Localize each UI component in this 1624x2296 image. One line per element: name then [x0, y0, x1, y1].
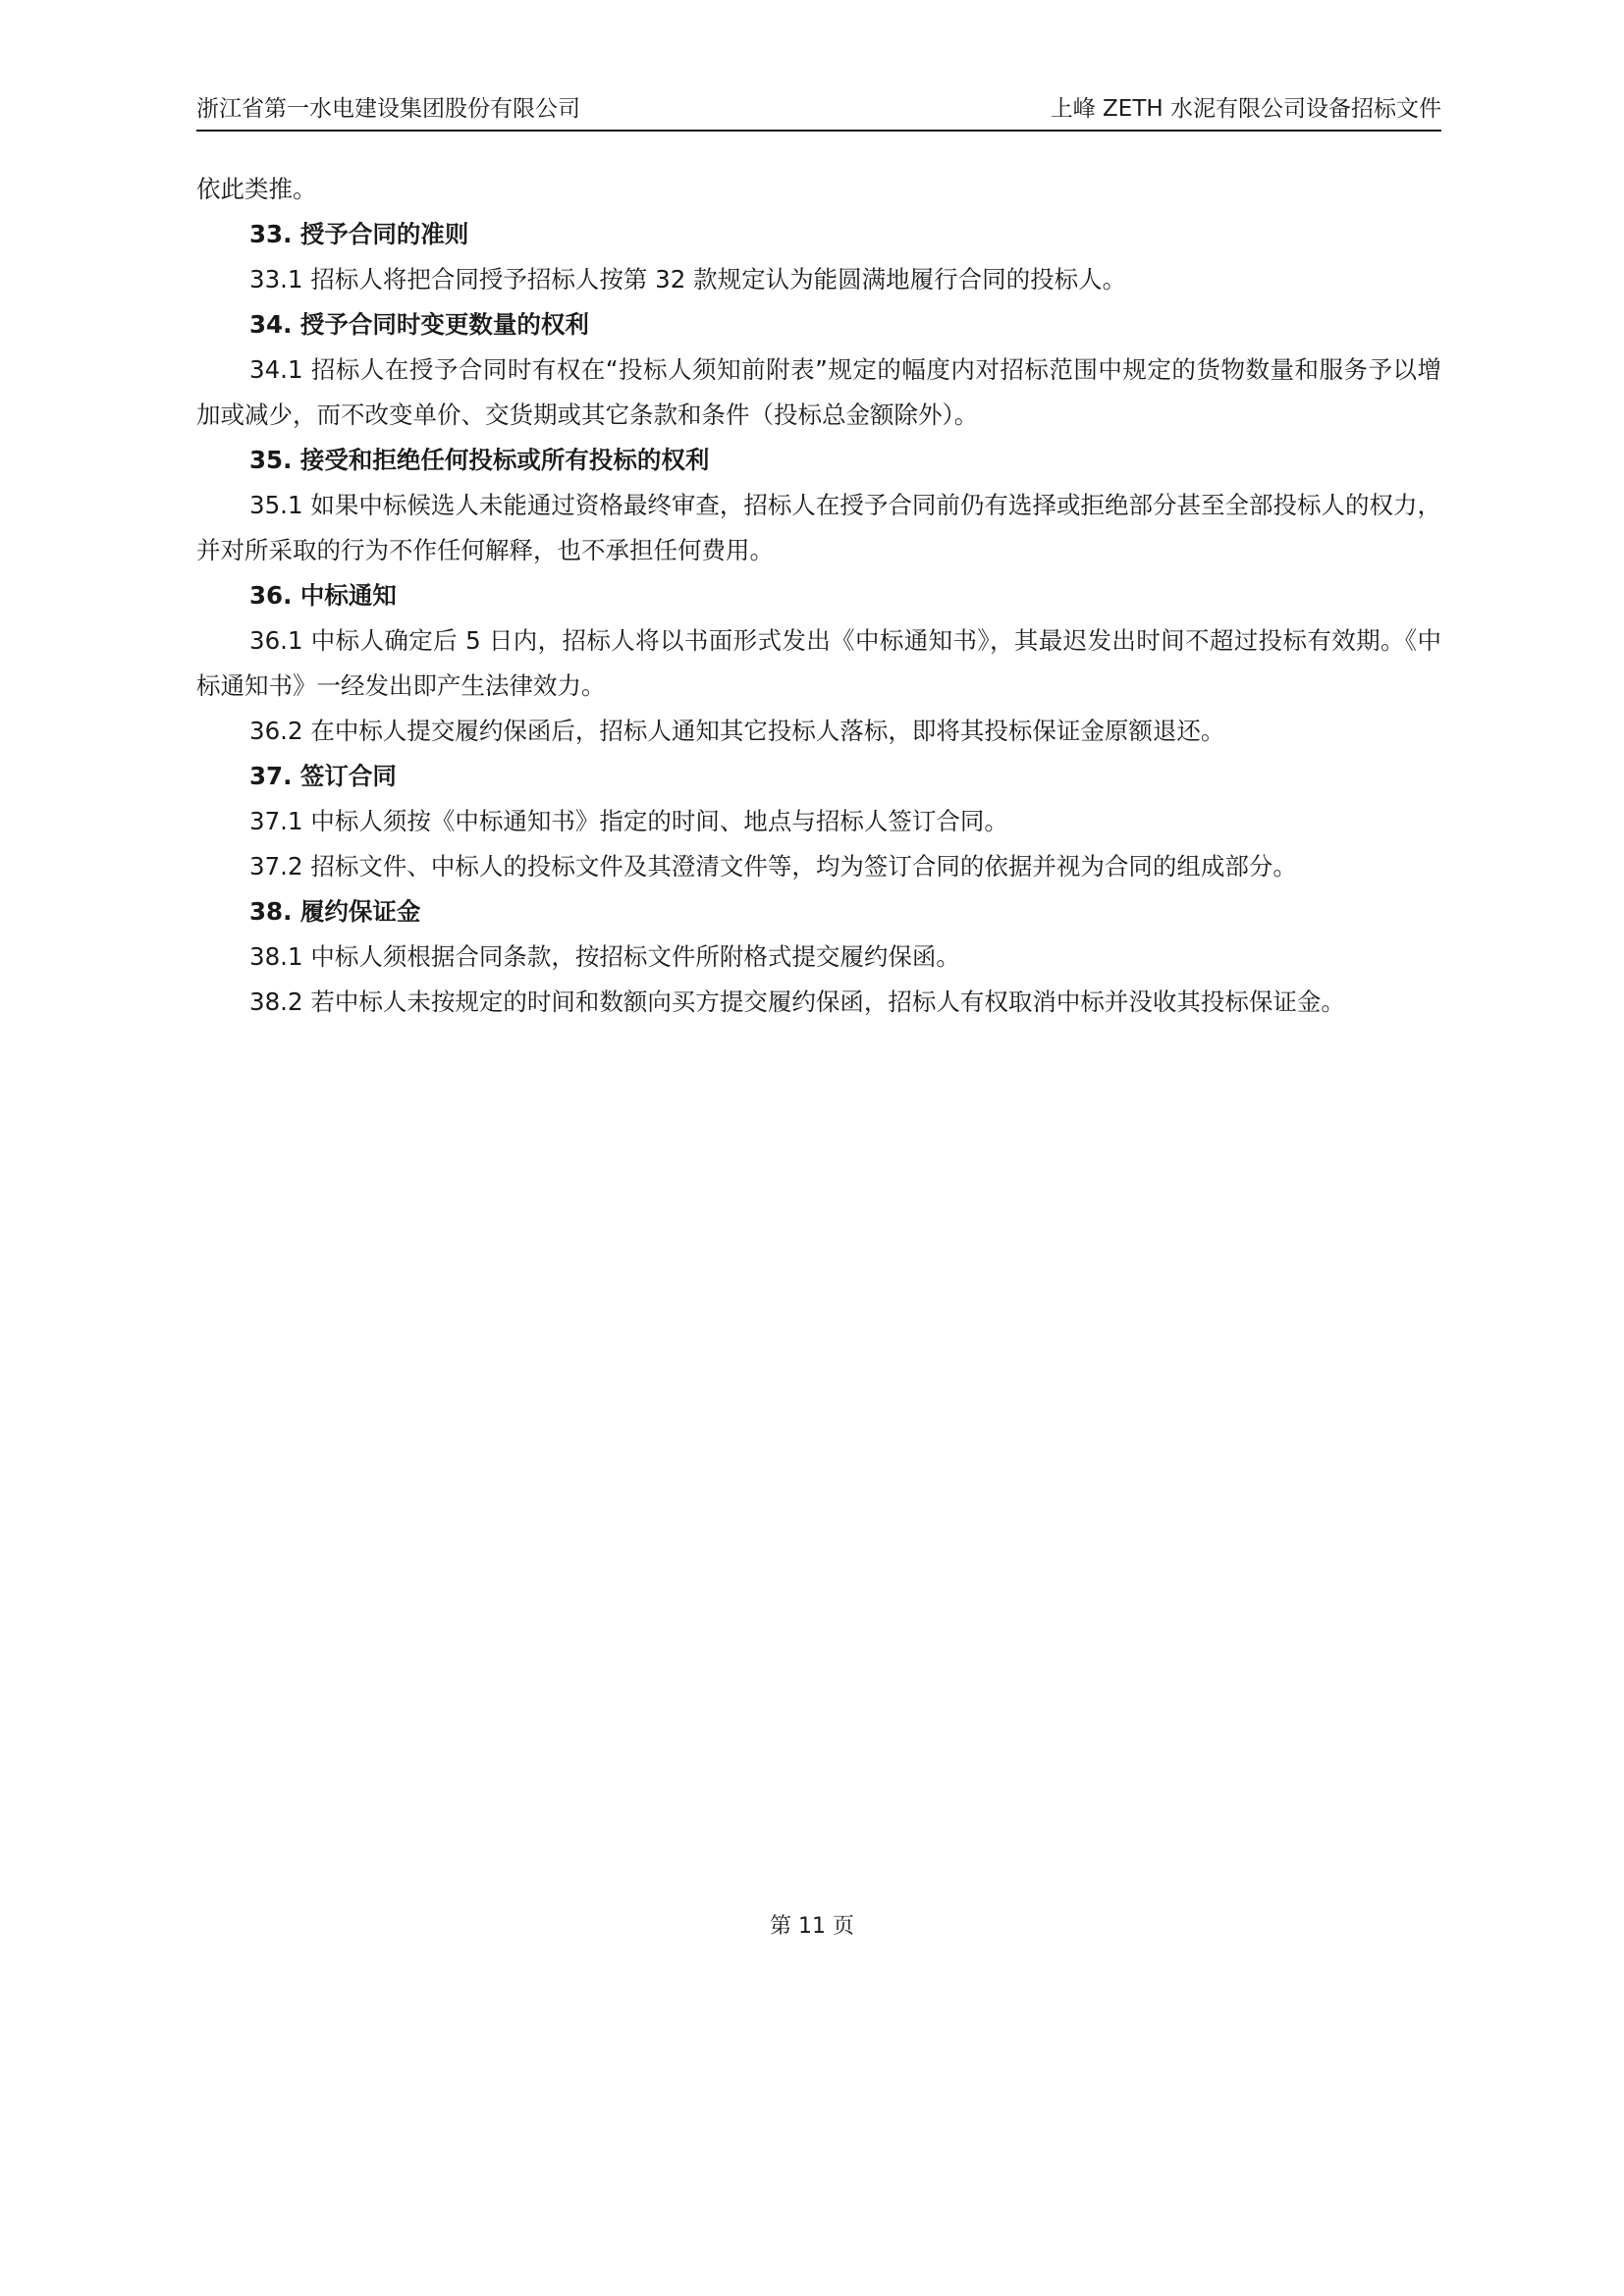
clause-38-2: 38.2 若中标人未按规定的时间和数额向买方提交履约保函，招标人有权取消中标并没收其投标保证金。 — [249, 988, 1345, 1016]
section-33-heading: 33. 授予合同的准则 — [249, 220, 469, 248]
page-number: 第 11 页 — [770, 1914, 854, 1939]
clause-36-1: 36.1 中标人确定后 5 日内，招标人将以书面形式发出《中标通知书》，其最迟发出时间不超过投标有效期。《中标通知书》一经发出即产生法律效力。 — [196, 626, 1441, 700]
clause-36-2: 36.2 在中标人提交履约保函后，招标人通知其它投标人落标，即将其投标保证金原额退还。 — [249, 717, 1225, 745]
page-header — [196, 92, 1441, 132]
clause-35-1: 35.1 如果中标候选人未能通过资格最终审查，招标人在授予合同前仍有选择或拒绝部分甚至全部投标人的权力，并对所采取的行为不作任何解释，也不承担任何费用。 — [196, 491, 1441, 564]
clause-38-1: 38.1 中标人须根据合同条款，按招标文件所附格式提交履约保函。 — [249, 942, 960, 971]
clause-37-1: 37.1 中标人须按《中标通知书》指定的时间、地点与招标人签订合同。 — [249, 807, 1008, 835]
header-company: 浙江省第一水电建设集团股份有限公司 — [196, 96, 580, 122]
clause-33-1: 33.1 招标人将把合同授予招标人按第 32 款规定认为能圆满地履行合同的投标人。 — [249, 265, 1127, 294]
section-38-heading: 38. 履约保证金 — [249, 897, 421, 926]
section-35-heading: 35. 接受和拒绝任何投标或所有投标的权利 — [249, 446, 710, 474]
document-body — [196, 167, 1441, 1025]
section-36-heading: 36. 中标通知 — [249, 581, 397, 610]
section-37-heading: 37. 签订合同 — [249, 762, 397, 790]
header-document-title: 上峰 ZETH 水泥有限公司设备招标文件 — [1050, 96, 1441, 122]
intro-text: 依此类推。 — [196, 175, 317, 203]
clause-34-1: 34.1 招标人在授予合同时有权在“投标人须知前附表”规定的幅度内对招标范围中规定的货物数量和服务予以增加或减少，而不改变单价、交货期或其它条款和条件（投标总金额除外）。 — [196, 355, 1441, 429]
clause-37-2: 37.2 招标文件、中标人的投标文件及其澄清文件等，均为签订合同的依据并视为合同的组成部分。 — [249, 852, 1297, 881]
section-34-heading: 34. 授予合同时变更数量的权利 — [249, 310, 589, 339]
page-footer — [0, 1912, 1624, 1942]
